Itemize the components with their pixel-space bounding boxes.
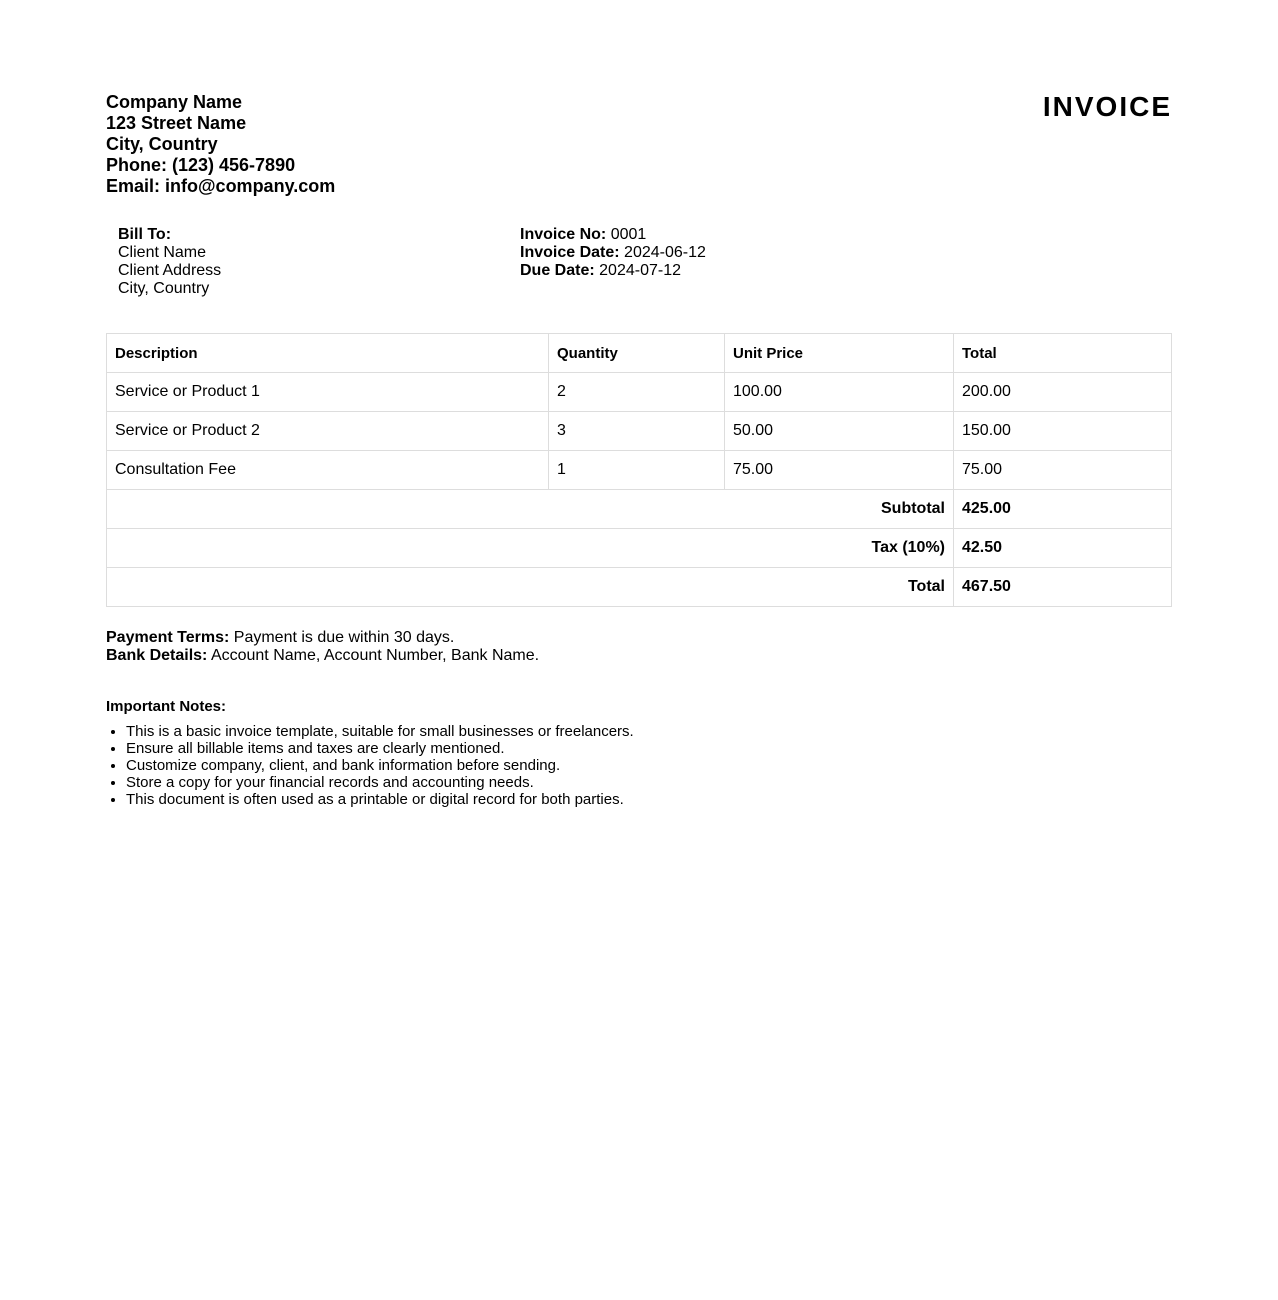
table-row	[107, 412, 1172, 451]
invoice-number-label: Invoice No:	[520, 226, 607, 243]
invoice-header	[106, 90, 1172, 200]
list-item: • Store a copy for your financial records and accounting needs.	[126, 774, 634, 791]
cell-unit-price: 75.00	[725, 451, 954, 490]
invoice-number-row	[520, 226, 706, 244]
tax-value: 42.50	[954, 529, 1172, 568]
client-address: Client Address	[118, 262, 222, 279]
table-row	[107, 373, 1172, 412]
company-phone: Phone: (123) 456-7890	[106, 155, 296, 175]
important-notes	[106, 698, 634, 808]
invoice-date-row	[520, 244, 706, 262]
grand-total-row	[107, 568, 1172, 607]
cell-unit-price: 100.00	[725, 373, 954, 412]
header-total: Total	[954, 334, 1172, 373]
cell-total: 150.00	[954, 412, 1172, 451]
subtotal-value: 425.00	[954, 490, 1172, 529]
company-city-country: City, Country	[106, 134, 218, 154]
invoice-page	[106, 90, 1172, 808]
payment-terms-text: Payment is due within 30 days.	[233, 629, 455, 646]
invoice-meta-block	[520, 226, 706, 280]
line-items-table	[106, 333, 1172, 607]
bank-details-label: Bank Details:	[106, 647, 208, 664]
due-date-value: 2024-07-12	[599, 262, 681, 279]
grand-total-value: 467.50	[954, 568, 1172, 607]
bill-to-label: Bill To:	[118, 226, 172, 243]
list-item: • Ensure all billable items and taxes are clearly mentioned.	[126, 740, 634, 757]
bill-to-block	[118, 226, 221, 298]
list-item: • Customize company, client, and bank information before sending.	[126, 757, 634, 774]
tax-label: Tax (10%)	[107, 529, 954, 568]
header-description: Description	[107, 334, 549, 373]
payment-terms-label: Payment Terms:	[106, 629, 230, 646]
cell-unit-price: 50.00	[725, 412, 954, 451]
due-date-row	[520, 262, 706, 280]
invoice-date-value: 2024-06-12	[624, 244, 706, 261]
tax-row	[107, 529, 1172, 568]
bank-details-row	[106, 647, 539, 665]
cell-quantity: 3	[549, 412, 725, 451]
cell-quantity: 2	[549, 373, 725, 412]
terms-block	[106, 629, 539, 665]
grand-total-label: Total	[107, 568, 954, 607]
due-date-label: Due Date:	[520, 262, 595, 279]
list-item: • This document is often used as a printable or digital record for both parties.	[126, 791, 634, 808]
company-email: Email: info@company.com	[106, 176, 336, 196]
cell-description: Service or Product 1	[107, 373, 549, 412]
company-street: 123 Street Name	[106, 113, 247, 133]
company-name: Company Name	[106, 92, 243, 112]
invoice-date-label: Invoice Date:	[520, 244, 620, 261]
company-details	[106, 92, 335, 197]
cell-quantity: 1	[549, 451, 725, 490]
list-item: • This is a basic invoice template, suitable for small businesses or freelancers.	[126, 723, 634, 740]
table-header-row	[107, 334, 1172, 373]
client-city: City, Country	[118, 280, 210, 297]
cell-total: 75.00	[954, 451, 1172, 490]
client-name: Client Name	[118, 244, 207, 261]
cell-description: Service or Product 2	[107, 412, 549, 451]
notes-list	[106, 723, 634, 808]
notes-title: Important Notes:	[106, 698, 226, 715]
invoice-info	[106, 200, 1172, 306]
table-row	[107, 451, 1172, 490]
cell-total: 200.00	[954, 373, 1172, 412]
document-title: INVOICE	[1042, 91, 1172, 122]
invoice-number-value: 0001	[610, 226, 647, 243]
header-unit-price: Unit Price	[725, 334, 954, 373]
payment-terms-row	[106, 629, 539, 647]
cell-description: Consultation Fee	[107, 451, 549, 490]
subtotal-label: Subtotal	[107, 490, 954, 529]
subtotal-row	[107, 490, 1172, 529]
header-quantity: Quantity	[549, 334, 725, 373]
bank-details-text: Account Name, Account Number, Bank Name.	[210, 647, 540, 664]
